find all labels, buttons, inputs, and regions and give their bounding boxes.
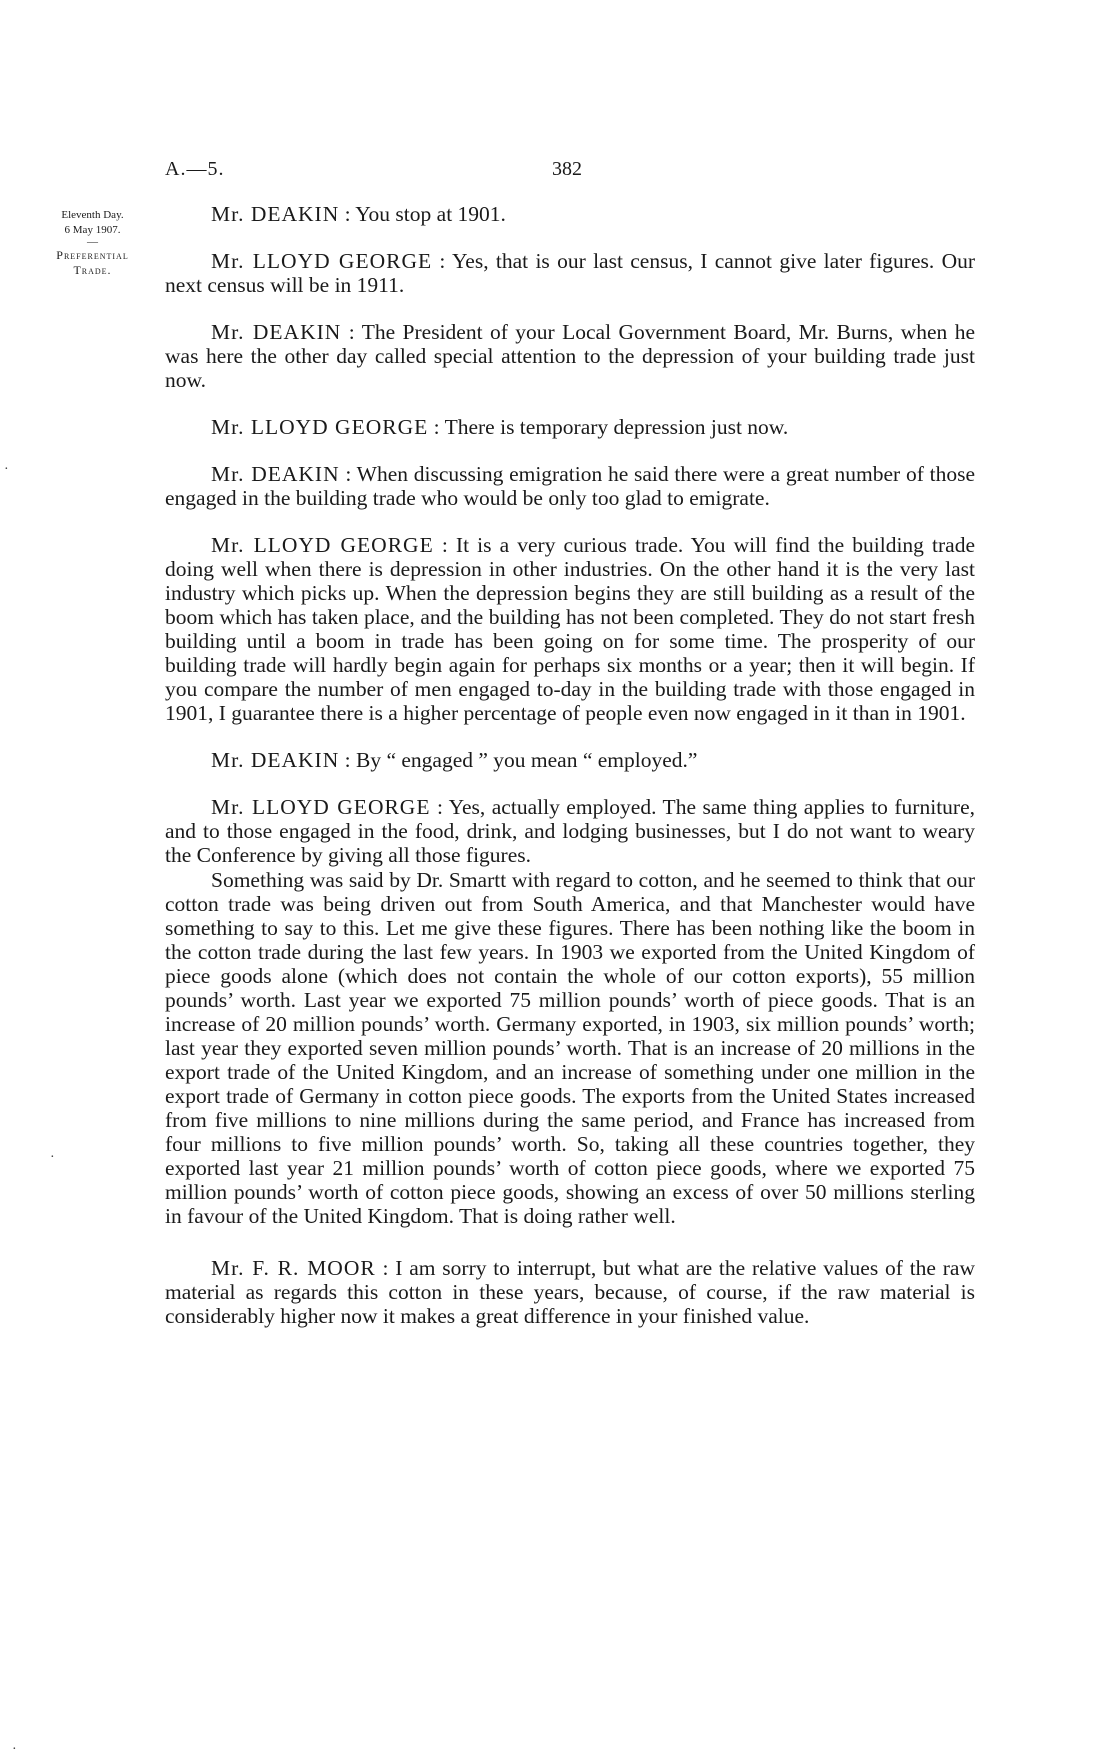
margin-note xyxy=(30,208,155,278)
speech-paragraph: Mr. DEAKIN : You stop at 1901. xyxy=(211,202,506,226)
speaker-name: Mr. LLOYD GEORGE xyxy=(211,533,434,557)
scan-speck: · xyxy=(50,1150,55,1165)
speech-text: Yes, actually employed. The same thing applies to furniture, and to those engaged in the food, drink, and lodging businesses, but I do not want to weary the Conference by giving all those figures. xyxy=(165,795,975,867)
speech-paragraph: Mr. DEAKIN : By “ engaged ” you mean “ employed.” xyxy=(211,748,698,772)
speech-text: It is a very curious trade. You will find the building trade doing well when there is depression in other industries. On the other hand it is the very last industry which picks up. When the depression begins they are still building as a result of the boom which has taken place, and the building has not been completed. They do not start fresh building until a boom in trade has been going on for some time. The prosperity of our building trade will hardly begin again for perhaps six months or a year; then it will begin. If you compare the number of men engaged to-day in the building trade with those engaged in 1901, I guarantee there is a higher percentage of people even now engaged in it than in 1901. xyxy=(165,533,975,725)
speaker-name: Mr. LLOYD GEORGE xyxy=(211,249,433,273)
speech-text: The President of your Local Government Board, Mr. Burns, when he was here the other day called special attention to the depression of your building trade just now. xyxy=(165,320,975,392)
margin-date: 6 May 1907. xyxy=(64,224,121,236)
speech-paragraph: Mr. DEAKIN : The President of your Local Government Board, Mr. Burns, when he was here the other day called special attention to the depression of your building trade just now. xyxy=(165,320,975,392)
speaker-name: Mr. DEAKIN xyxy=(211,748,340,772)
speaker-name: Mr. LLOYD GEORGE xyxy=(211,415,429,439)
speech-text: When discussing emigration he said there were a great number of those engaged in the building trade who would be only too glad to emigrate. xyxy=(165,462,975,510)
speaker-name: Mr. F. R. MOOR xyxy=(211,1256,376,1280)
speech-paragraph: Mr. DEAKIN : When discussing emigration he said there were a great number of those engaged in the building trade who would be only too glad to emigrate. xyxy=(165,462,975,510)
speech-paragraph: Mr. LLOYD GEORGE : Yes, actually employed. The same thing applies to furniture, and to those engaged in the food, drink, and lodging businesses, but I do not want to weary the Conference by giving all those figures. xyxy=(165,795,975,867)
speech-paragraph: Mr. F. R. MOOR : I am sorry to interrupt, but what are the relative values of the raw material as regards this cotton in these years, because, of course, if the raw material is considerably higher now it makes a great difference in your finished value. xyxy=(165,1256,975,1328)
speaker-name: Mr. DEAKIN xyxy=(211,462,340,486)
speaker-name: Mr. LLOYD GEORGE xyxy=(211,795,431,819)
speaker-name: Mr. DEAKIN xyxy=(211,320,342,344)
margin-subject-line2: Trade. xyxy=(73,263,112,277)
speech-paragraph: Mr. LLOYD GEORGE : There is temporary depression just now. xyxy=(211,415,789,439)
speech-text: There is temporary depression just now. xyxy=(444,415,789,439)
speech-paragraph: Mr. LLOYD GEORGE : Yes, that is our last census, I cannot give later figures. Our next census will be in 1911. xyxy=(165,249,976,297)
speech-text: By “ engaged ” you mean “ employed.” xyxy=(355,748,698,772)
page-number: 382 xyxy=(552,158,582,180)
scan-speck: · xyxy=(12,1742,17,1757)
margin-dash: — xyxy=(87,236,98,248)
margin-subject-line1: Preferential xyxy=(56,248,129,262)
transcript-body xyxy=(165,202,975,1351)
speech-text: I am sorry to interrupt, but what are the relative values of the raw material as regards this cotton in these years, because, of course, if the raw material is considerably higher now it makes a great difference in your finished value. xyxy=(165,1256,975,1328)
document-reference: A.—5. xyxy=(165,158,225,180)
speech-continuation: Something was said by Dr. Smartt with regard to cotton, and he seemed to think that our cotton trade was being driven out from South America, and that Manchester would have something to say to this. Let me give these figures. There has been nothing like the boom in the cotton trade during the last few years. In 1903 we exported from the United Kingdom of piece goods alone (which does not contain the whole of our cotton exports), 55 million pounds’ worth. Last year we exported 75 million pounds’ worth of piece goods. That is an increase of 20 million pounds’ worth. Germany exported, in 1903, six million pounds’ worth; last year they exported seven million pounds’ worth. That is an increase of 20 millions in the export trade of the United Kingdom, and an increase of something under one million in the export trade of Germany in cotton piece goods. The exports from the United States increased from five millions to nine millions during the same period, and France has increased from four millions to five million pounds’ worth. So, taking all these countries together, they exported last year 21 million pounds’ worth of cotton piece goods, where we exported 75 million pounds’ worth of cotton piece goods, showing an excess of over 50 millions sterling in favour of the United Kingdom. That is doing rather well. xyxy=(165,868,975,1228)
speech-paragraph: Mr. LLOYD GEORGE : It is a very curious trade. You will find the building trade doing well when there is depression in other industries. On the other hand it is the very last industry which picks up. When the depression begins they are still building as a result of the boom which has taken place, and the building has not been completed. They do not start fresh building until a boom in trade has been going on for some time. The prosperity of our building trade will hardly begin again for perhaps six months or a year; then it will begin. If you compare the number of men engaged to-day in the building trade with those engaged in 1901, I guarantee there is a higher percentage of people even now engaged in it than in 1901. xyxy=(165,533,975,725)
speaker-name: Mr. DEAKIN xyxy=(211,202,340,226)
speech-text: You stop at 1901. xyxy=(355,202,506,226)
margin-day: Eleventh Day. xyxy=(61,209,124,221)
scan-speck: · xyxy=(4,462,9,477)
speech-text: Yes, that is our last census, I cannot give later figures. Our next census will be in 1911. xyxy=(165,249,976,297)
